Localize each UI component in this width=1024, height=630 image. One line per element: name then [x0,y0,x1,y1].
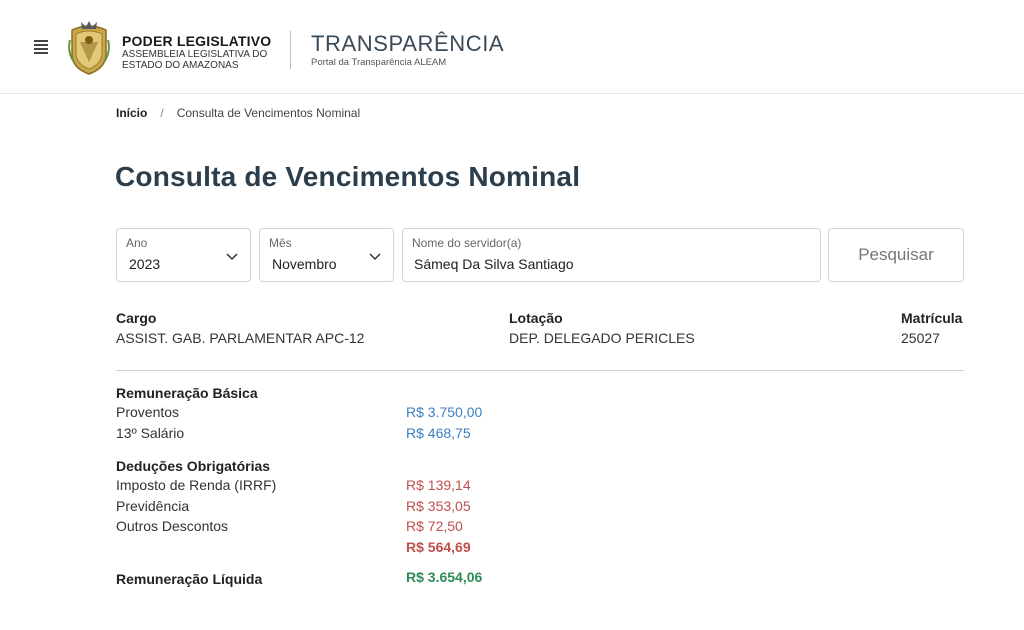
site-header [0,0,1024,94]
previdencia-value: R$ 353,05 [406,498,471,514]
portal-subtitle: Portal da Transparência ALEAM [311,57,447,68]
chevron-down-icon [369,251,381,261]
basic-pay-title: Remuneração Básica [116,385,258,401]
lotacao-value: DEP. DELEGADO PERICLES [509,330,695,346]
decimo-terceiro-label: 13º Salário [116,425,185,441]
employee-name-value[interactable]: Sámeq Da Silva Santiago [414,256,574,272]
employee-name-input[interactable] [402,228,821,282]
net-pay-label: Remuneração Líquida [116,571,263,587]
portal-title: TRANSPARÊNCIA [311,31,505,56]
irrf-value: R$ 139,14 [406,477,471,493]
lotacao-label: Lotação [509,310,563,326]
org-line-2: ESTADO DO AMAZONAS [122,60,239,71]
proventos-label: Proventos [116,404,180,420]
breadcrumb-separator: / [160,106,164,120]
deductions-title: Deduções Obrigatórias [116,458,271,474]
organization-brand[interactable] [122,34,271,71]
month-select[interactable] [259,228,394,282]
cargo-value: ASSIST. GAB. PARLAMENTAR APC-12 [116,330,365,346]
chevron-down-icon [226,251,238,261]
org-line-1: ASSEMBLEIA LEGISLATIVA DO [122,49,268,60]
page-title: Consulta de Vencimentos Nominal [115,161,581,192]
breadcrumb-current: Consulta de Vencimentos Nominal [176,106,361,120]
year-select-value: 2023 [129,256,161,272]
deductions-total-value: R$ 564,69 [406,539,471,555]
employee-name-label: Nome do servidor(a) [412,236,522,250]
breadcrumb [116,106,360,120]
portal-brand[interactable] [311,32,504,68]
previdencia-label: Previdência [116,498,190,514]
net-pay-value: R$ 3.654,06 [406,569,483,585]
outros-descontos-value: R$ 72,50 [406,518,463,534]
matricula-value: 25027 [901,330,940,346]
irrf-label: Imposto de Renda (IRRF) [116,477,277,493]
matricula-label: Matrícula [901,310,963,326]
month-select-label: Mês [269,236,292,250]
state-seal-logo-icon[interactable] [66,18,112,78]
header-divider [290,31,291,69]
section-divider [116,370,964,371]
outros-descontos-label: Outros Descontos [116,518,229,534]
year-select[interactable] [116,228,251,282]
hamburger-menu-icon[interactable] [34,40,48,54]
decimo-terceiro-value: R$ 468,75 [406,425,471,441]
search-button[interactable]: Pesquisar [828,228,964,282]
cargo-label: Cargo [116,310,157,326]
month-select-value: Novembro [272,256,337,272]
proventos-value: R$ 3.750,00 [406,404,483,420]
year-select-label: Ano [126,236,148,250]
org-title: PODER LEGISLATIVO [122,33,272,49]
breadcrumb-home-link[interactable]: Início [116,106,148,120]
